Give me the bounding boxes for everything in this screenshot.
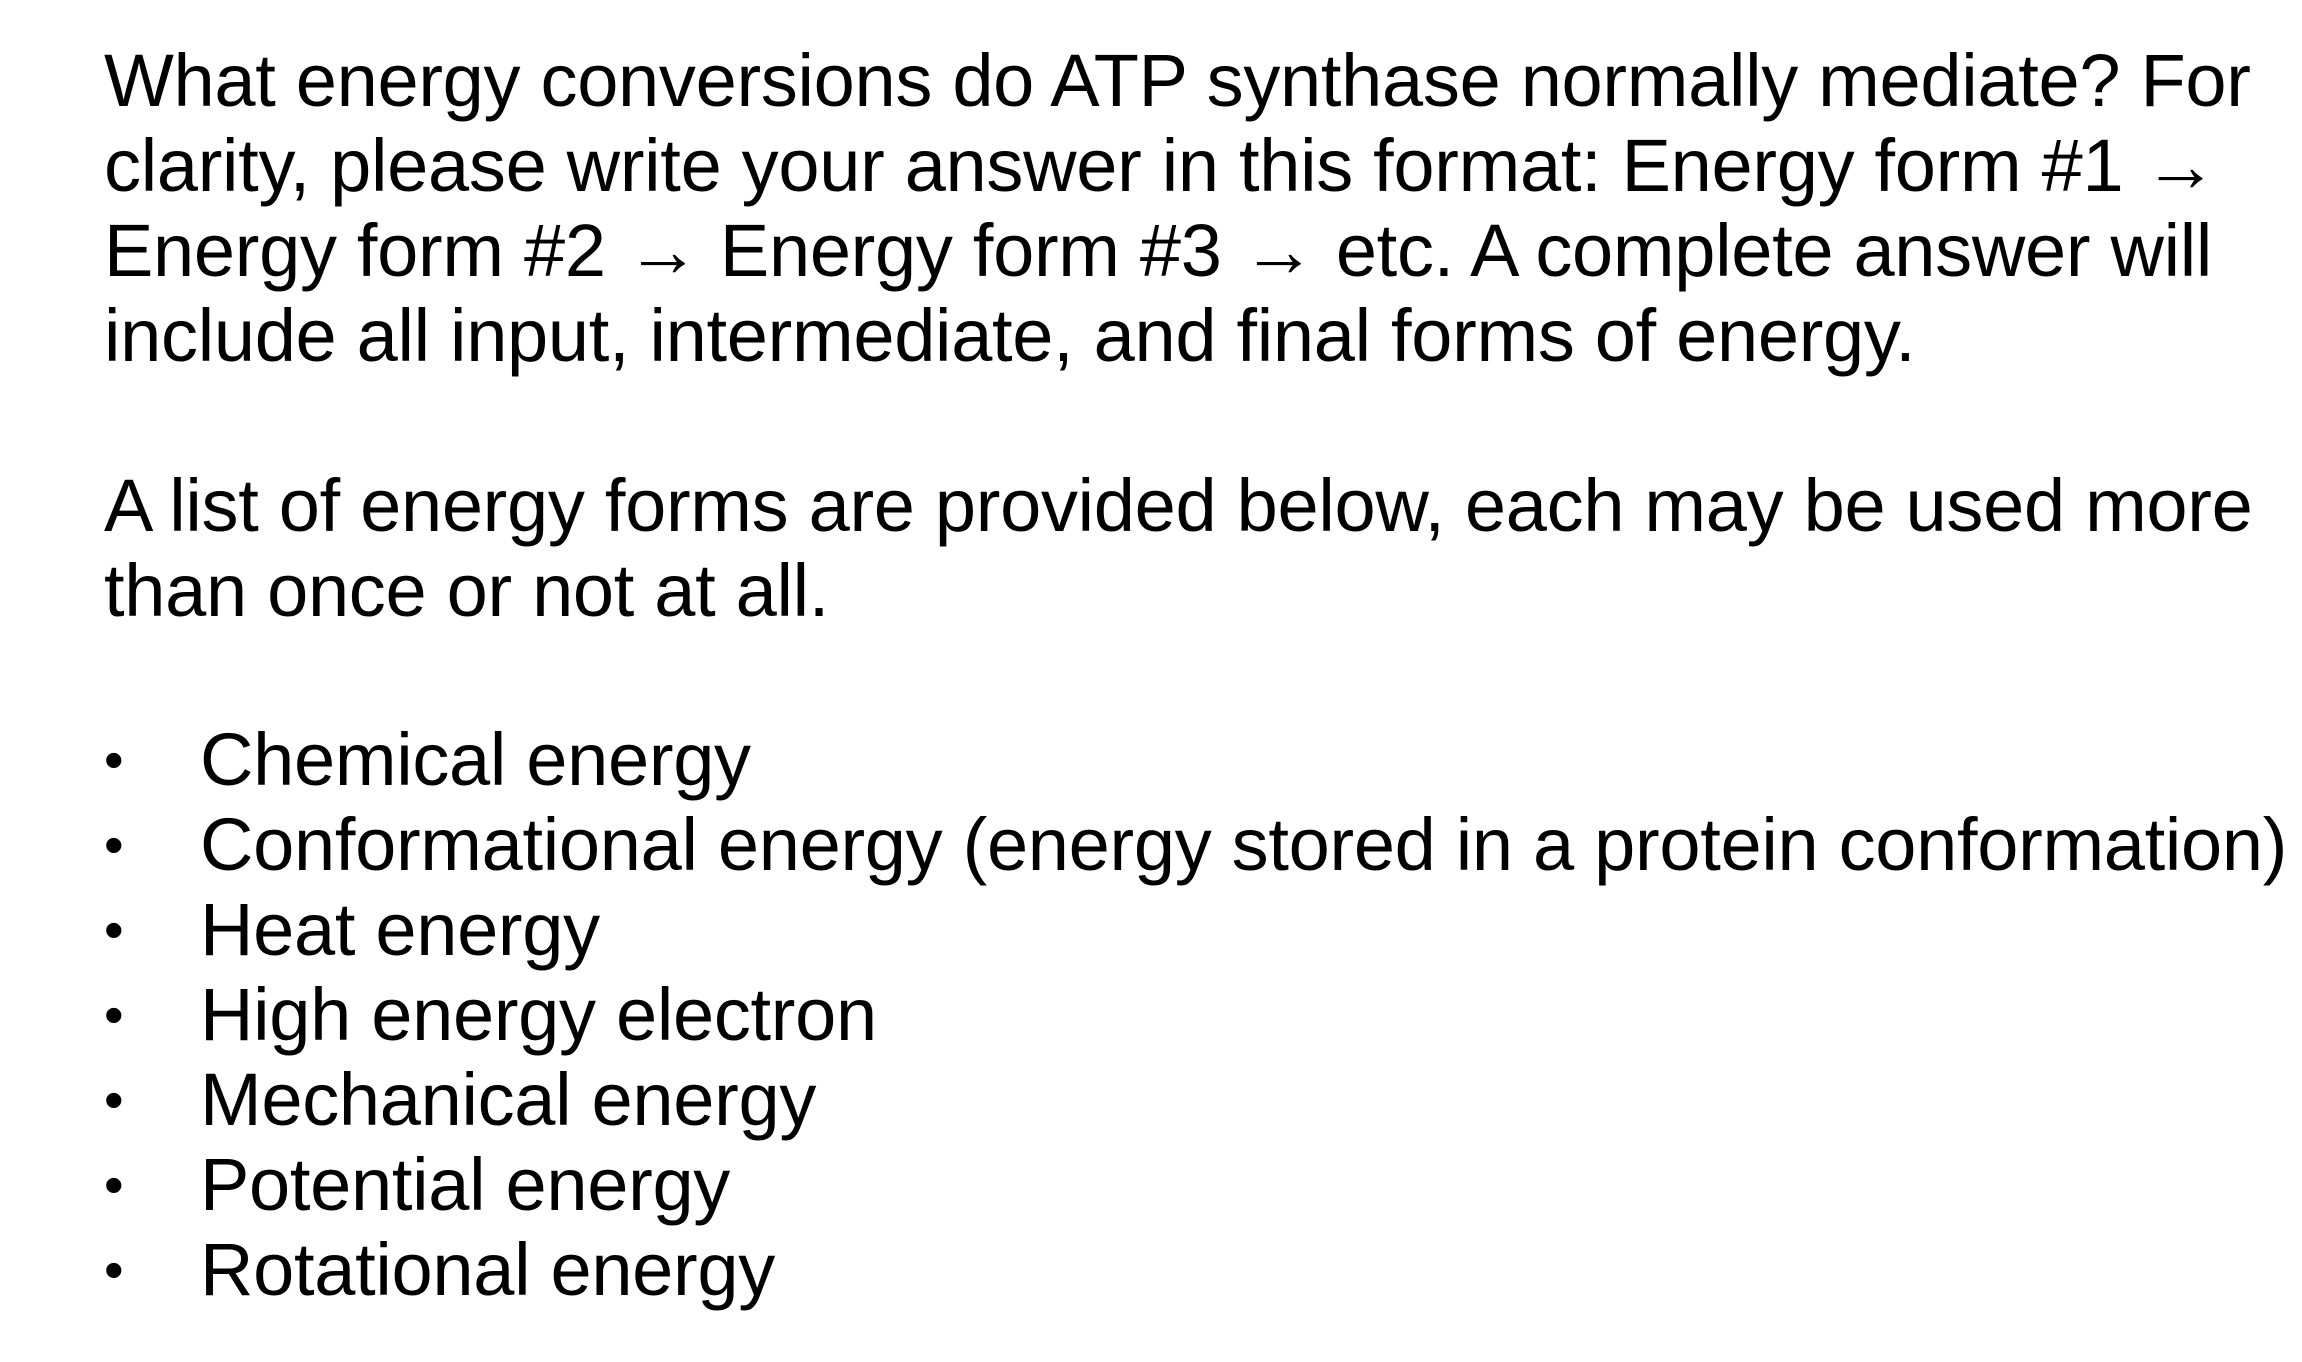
bullet-icon: • xyxy=(104,1238,124,1301)
instructions-paragraph xyxy=(104,463,2274,633)
bullet-icon: • xyxy=(104,1153,124,1216)
list-item-label: Chemical energy xyxy=(200,718,751,801)
energy-forms-list xyxy=(104,717,2288,1312)
list-item xyxy=(104,717,2274,802)
bullet-icon: • xyxy=(104,728,124,791)
instructions-line: than once or not at all. xyxy=(104,549,830,632)
list-item xyxy=(104,802,2288,887)
list-item xyxy=(104,1057,2274,1142)
list-item xyxy=(104,972,2274,1057)
question-line: What energy conversions do ATP synthase normally mediate? For xyxy=(104,39,2251,122)
bullet-icon: • xyxy=(104,898,124,961)
list-item-label: Rotational energy xyxy=(200,1228,775,1311)
list-item xyxy=(104,1227,2274,1312)
list-item-label: High energy electron xyxy=(200,973,877,1056)
list-item xyxy=(104,887,2274,972)
question-line: include all input, intermediate, and final forms of energy. xyxy=(104,294,1916,377)
list-item-label: Mechanical energy xyxy=(200,1058,817,1141)
instructions-line: A list of energy forms are provided below, each may be used more xyxy=(104,464,2253,547)
document xyxy=(104,38,2288,1312)
question-line: clarity, please write your answer in this format: Energy form #1 → xyxy=(104,124,2218,207)
bullet-icon: • xyxy=(104,983,124,1046)
list-item-label: Heat energy xyxy=(200,888,600,971)
question-line: Energy form #2 → Energy form #3 → etc. A complete answer will xyxy=(104,209,2213,292)
list-item-label: Potential energy xyxy=(200,1143,731,1226)
bullet-icon: • xyxy=(104,1068,124,1131)
bullet-icon: • xyxy=(104,813,124,876)
list-item-label: Conformational energy (energy stored in a protein conformation) xyxy=(200,803,2288,886)
list-item xyxy=(104,1142,2274,1227)
question-paragraph xyxy=(104,38,2274,378)
